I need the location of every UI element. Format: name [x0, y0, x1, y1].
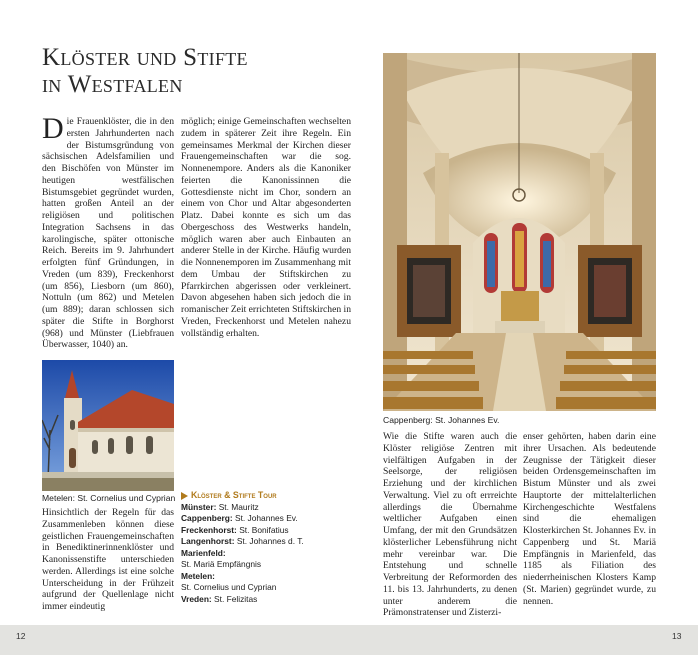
- caption-right-photo: Cappenberg: St. Johannes Ev.: [383, 415, 500, 425]
- text-column-left-top: [42, 112, 174, 351]
- text-column-right-2: [523, 431, 656, 607]
- tour-entry: St. Mariä Empfängnis: [181, 559, 262, 569]
- text-column-right-1: [383, 431, 517, 619]
- text-column-left-bottom: [42, 507, 174, 613]
- chapter-title: [42, 44, 248, 98]
- paragraph-text: enser gehörten, haben darin eine ihrer Ursachen. Als bedeutende Zeugnisse der Tätigkeit dieser beiden Ordensgemeinschaften im Bistum Münster und als zwei Hauptorte der mittelalterlichen Kirchengeschichte Westfalens sind die ehemaligen Klosterkirchen St. Johannes Ev. in Cappenberg und St. Mariä Empfängnis in Marienfeld, das 1185 als Filiation des niederrheinischen Klosters Kamp (St. Marien) gegründet wurde, zu nennen.: [523, 431, 656, 607]
- tour-entry: Metelen:: [181, 570, 215, 581]
- arrow-icon: [181, 492, 188, 500]
- tour-heading: [181, 490, 351, 502]
- text-column-left-middle: [181, 116, 351, 339]
- tour-entry: St. Cornelius und Cyprian: [181, 582, 277, 592]
- paragraph-text: möglich; einige Gemeinschaften wechselten zudem in späterer Zeit ihre Regeln. Ein gemeinsames Merkmal der Kirchen dieser Frauengemeinschaften war die sog. Nonnenempore. Anders als die Kanoniker feierten die Kanonissinnen die Gottesdienste nicht im Chor, sondern an einem von Chor und Altar abgesonderten Platz. Dabei konnte es sich um das Obergeschoss des Westwerks handeln, möglich waren aber auch Einbauten an anderer Stelle in der Kirche. Häufig wurden die Nonnenemporen im Zusammenhang mit dem Umbau der Stiftskirchen zu Pfarrkirchen abgerissen oder verkleinert. Davon abgesehen haben sich jedoch die in romanischer Zeit errichteten Stiftskirchen in Vreden, Freckenhorst und Metelen nahezu vollständig erhalten.: [181, 116, 351, 339]
- photo-metelen-church: [42, 360, 174, 491]
- photo-cappenberg-interior: [383, 53, 656, 411]
- paragraph-text: ie Frauenklöster, die in den ersten Jahrhunderten nach der Bistumsgründung von sächsischen Adelsfamilien und den Bischöfen von Münster im heutigen westfälischen Bistumsgebiet gegründet wurden, hatten großen Anteil an der religiösen und politischen Integration Sachsens in das karolingische, später ottonische Reich. Bereits im 9. Jahrhundert erfolgten fünf Gründungen, in Vreden (um 839), Freckenhorst (um 856), Liesborn (um 860), Nottuln (um 862) und Metelen (um 889); daran schlossen sich später die Stifte in Borghorst (968) und Münster (Liebfrauen Überwasser, 1040) an.: [42, 116, 174, 351]
- tour-entry: Cappenberg: St. Johannes Ev.: [181, 513, 298, 523]
- paragraph-text: Wie die Stifte waren auch die Klöster religiöse Zentren mit vielfältigen Aufgaben in der Seelsorge, der religiösen Erziehung und der kirchlichen Verwaltung. Viel zu oft errreichte allerdings die Übernahme weltlicher Aufgaben einen Umfang, der mit den Grundsätzen klösterlicher Lebensführung nicht mehr vereinbar war. Die Entstehung und schnelle Verbreitung der Reformorden des 11. bis 13. Jahrhunderts, zu denen unter anderem die Prämonstratenser und Zisterzi-: [383, 431, 517, 619]
- tour-entry: Marienfeld:: [181, 547, 226, 558]
- page-number-left: 12: [16, 631, 26, 641]
- tour-entry: Langenhorst: St. Johannes d. T.: [181, 536, 304, 546]
- title-line-1: Klöster und Stifte: [42, 44, 248, 71]
- church-interior-image: [383, 53, 656, 411]
- tour-entry: Freckenhorst: St. Bonifatius: [181, 524, 289, 535]
- church-exterior-image: [42, 360, 174, 491]
- tour-entry: Vreden: St. Felizitas: [181, 593, 258, 604]
- caption-left-photo: Metelen: St. Cornelius und Cyprian: [42, 493, 176, 503]
- page-footer: [0, 625, 698, 655]
- title-line-2: in Westfalen: [42, 71, 183, 98]
- page-number-right: 13: [672, 631, 682, 641]
- tour-heading-text: Klöster & Stifte Tour: [191, 490, 277, 500]
- tour-entry: Münster: St. Mauritz: [181, 501, 259, 512]
- drop-cap: D: [42, 112, 64, 145]
- paragraph-text: Hinsichtlich der Regeln für das Zusammenleben können diese geistlichen Frauengemeinschaften in Benediktinerinnenklöster und Kanonissenstifte unterschieden werden. Allerdings ist eine solche Unterscheidung in der Frühzeit aufgrund der Quellenlage nicht immer eindeutig: [42, 507, 174, 612]
- tour-box: [181, 490, 351, 605]
